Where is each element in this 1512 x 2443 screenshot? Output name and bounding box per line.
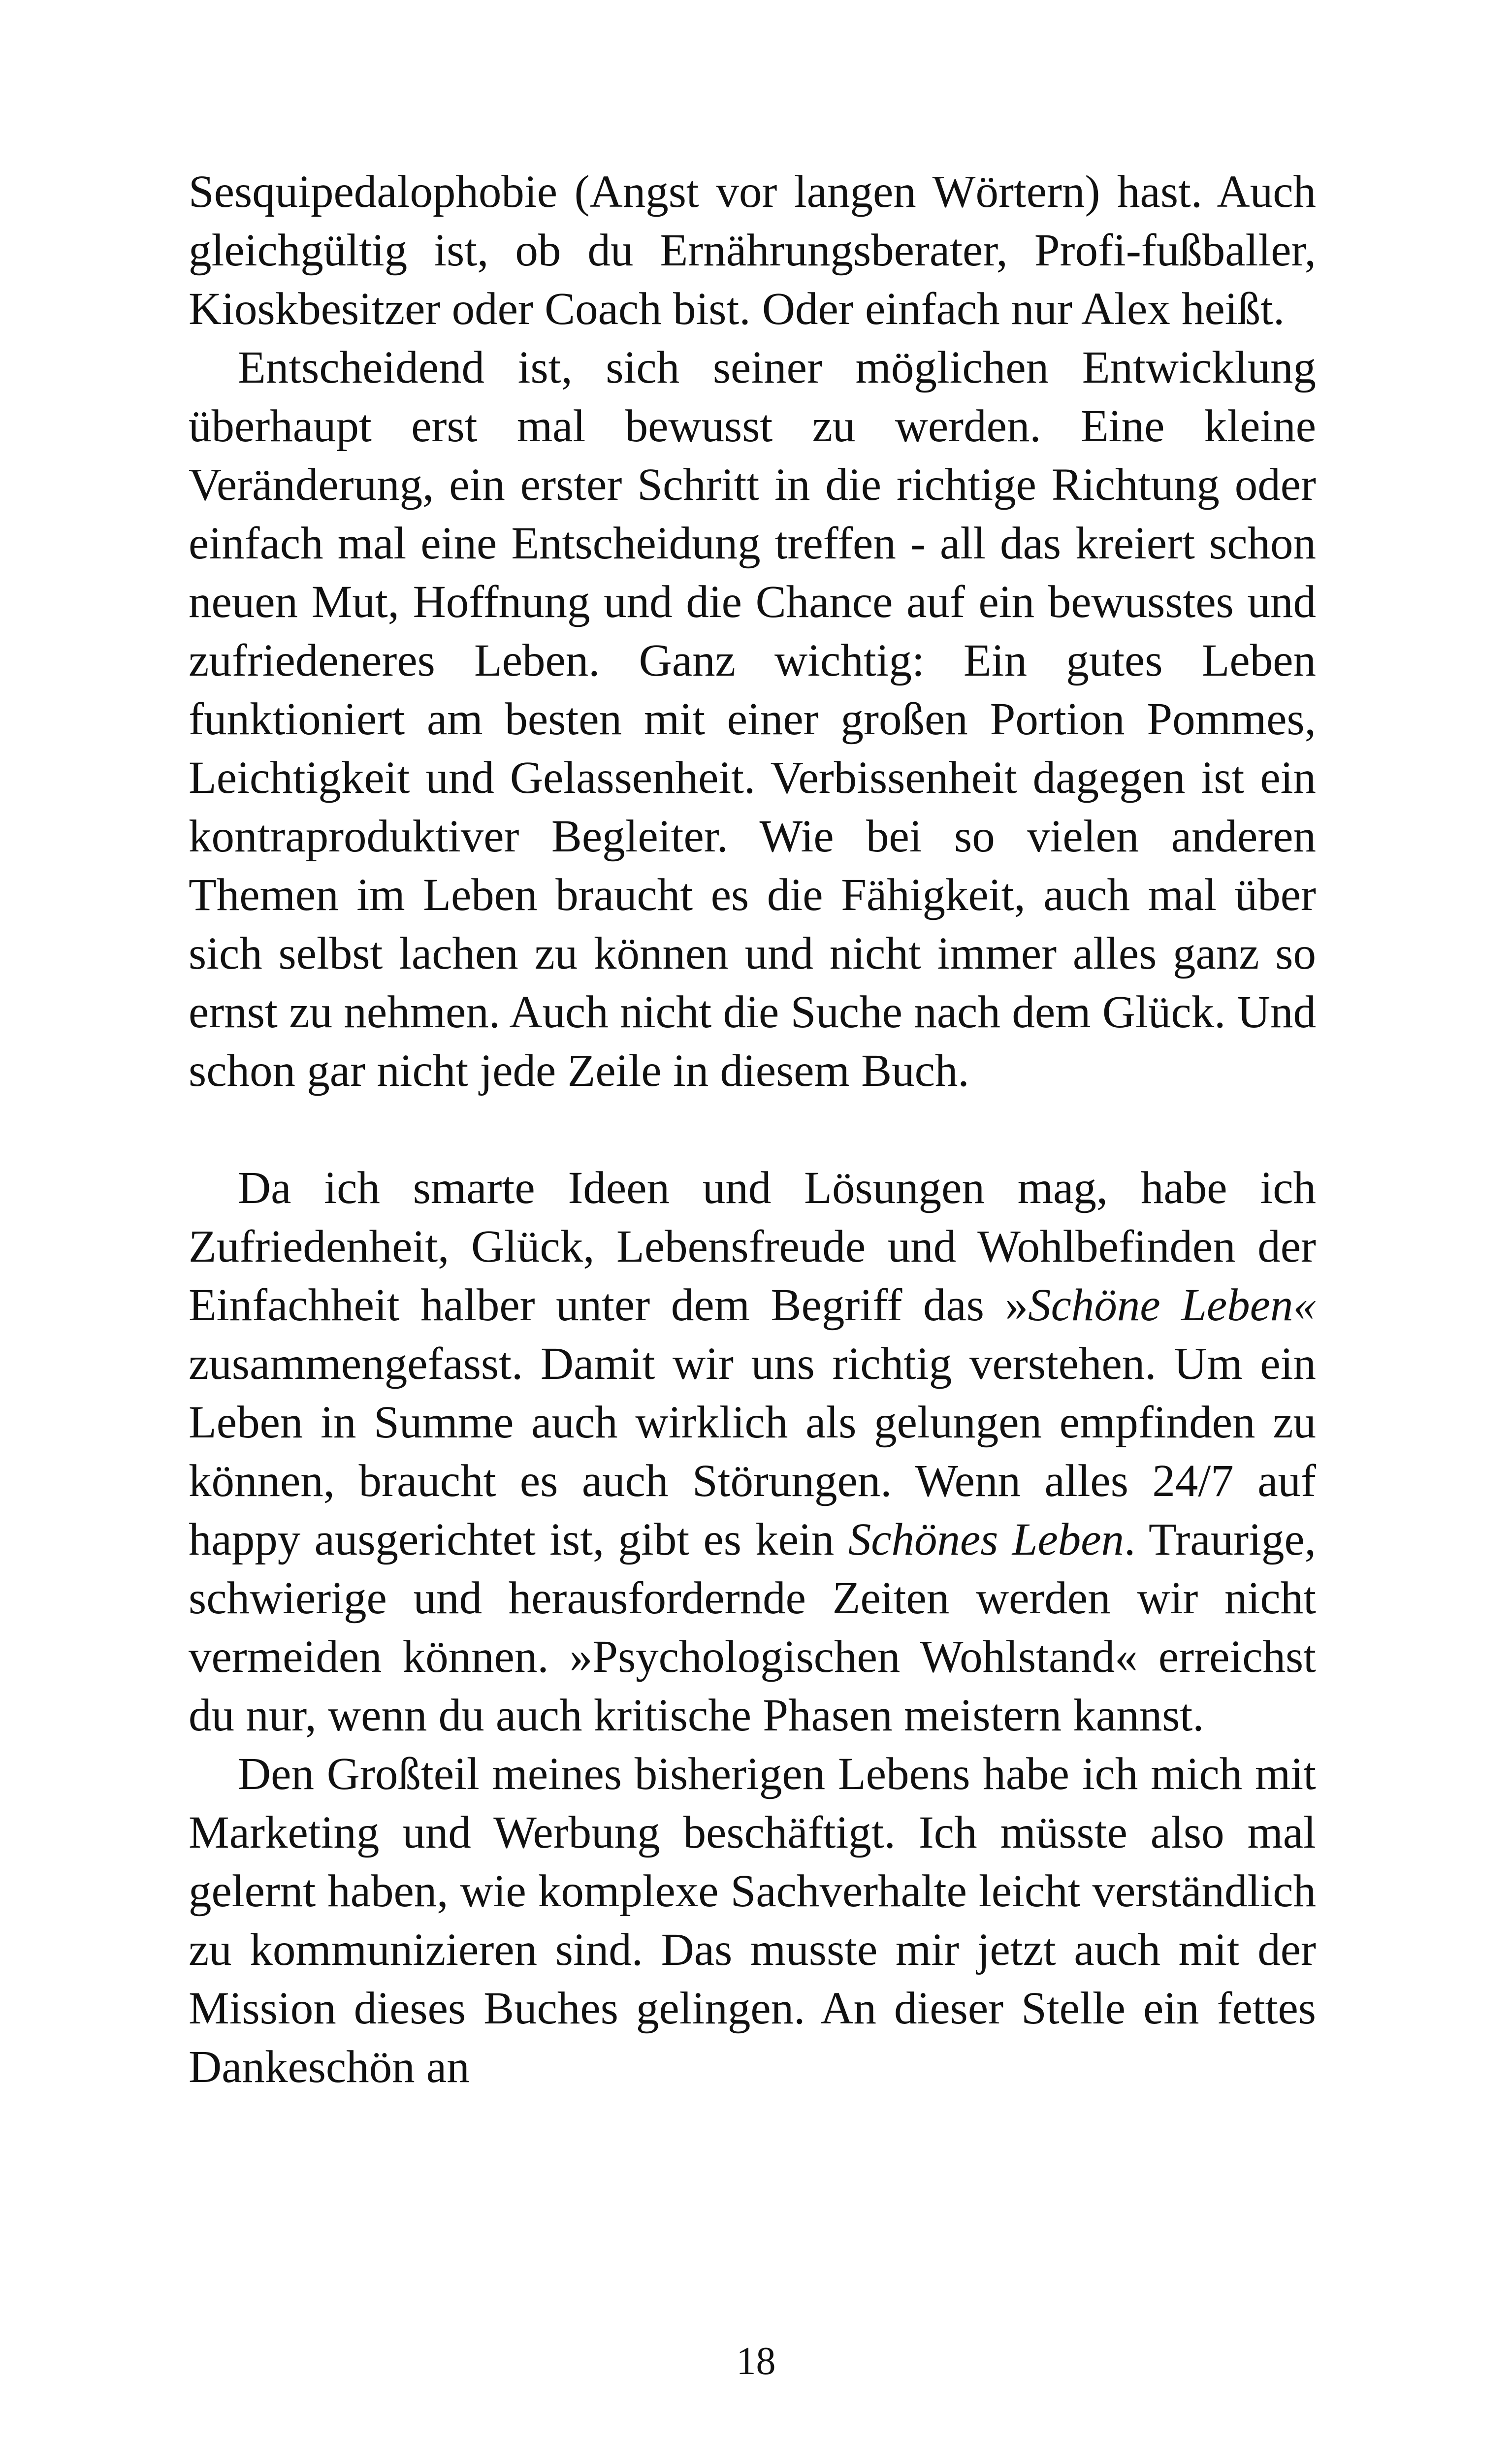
paragraph-entscheidend (189, 338, 1316, 1100)
italic-term: Schönes Leben (848, 1514, 1125, 1565)
text-segment: zusammengefasst. Damit wir uns richtig verstehen. Um ein Leben in Summe auch wirklich als gelungen empfinden zu können, braucht es auch Störungen. Wenn alles 24/7 auf happy ausgerichtet ist, gibt es kein (189, 1338, 1316, 1565)
text-segment: Sesquipedalophobie (Angst vor langen Wörtern) hast. Auch gleichgültig ist, ob du Ernährungsberater, Profi-fußballer, Kioskbesitzer oder Coach bist. Oder einfach nur Alex heißt. (189, 166, 1316, 334)
text-segment: Entscheidend ist, sich seiner möglichen Entwicklung überhaupt erst mal bewusst zu werden. Eine kleine Veränderung, ein erster Schritt in die richtige Richtung oder einfach mal eine Entscheidung treffen - all das kreiert schon neuen Mut, Hoffnung und die Chance auf ein bewusstes und zufriedeneres Leben. Ganz wichtig: Ein gutes Leben funktioniert am besten mit einer großen Portion Pommes, Leichtigkeit und Gelassenheit. Verbissenheit dagegen ist ein kontraproduktiver Begleiter. Wie bei so vielen anderen Themen im Leben braucht es die Fähigkeit, auch mal über sich selbst lachen zu können und nicht immer alles ganz so ernst zu nehmen. Auch nicht die Suche nach dem Glück. Und schon gar nicht jede Zeile in diesem Buch. (189, 342, 1316, 1096)
italic-term: Schöne Leben« (1028, 1280, 1316, 1331)
paragraph-continuation (189, 163, 1316, 338)
paragraph-smarte-ideen (189, 1159, 1316, 1745)
body-text (189, 163, 1316, 2096)
page-number: 18 (736, 2340, 776, 2383)
text-segment: Den Großteil meines bisherigen Lebens habe ich mich mit Marketing und Werbung beschäftigt. Ich müsste also mal gelernt haben, wie komplexe Sachverhalte leicht verständlich zu kommunizieren sind. Das musste mir jetzt auch mit der Mission dieses Buches gelingen. An dieser Stelle ein fettes Dankeschön an (189, 1749, 1316, 2092)
text-segment: . Traurige, schwierige und herausfordernde Zeiten werden wir nicht vermeiden können. »Psychologischen Wohlstand« erreichst du nur, wenn du auch kritische Phasen meistern kannst. (189, 1514, 1316, 1741)
paragraph-grossteil (189, 1745, 1316, 2096)
text-segment: Da ich smarte Ideen und Lösungen mag, habe ich Zufriedenheit, Glück, Lebensfreude und Wohlbefinden der Einfachheit halber unter dem Begriff das » (189, 1163, 1316, 1331)
